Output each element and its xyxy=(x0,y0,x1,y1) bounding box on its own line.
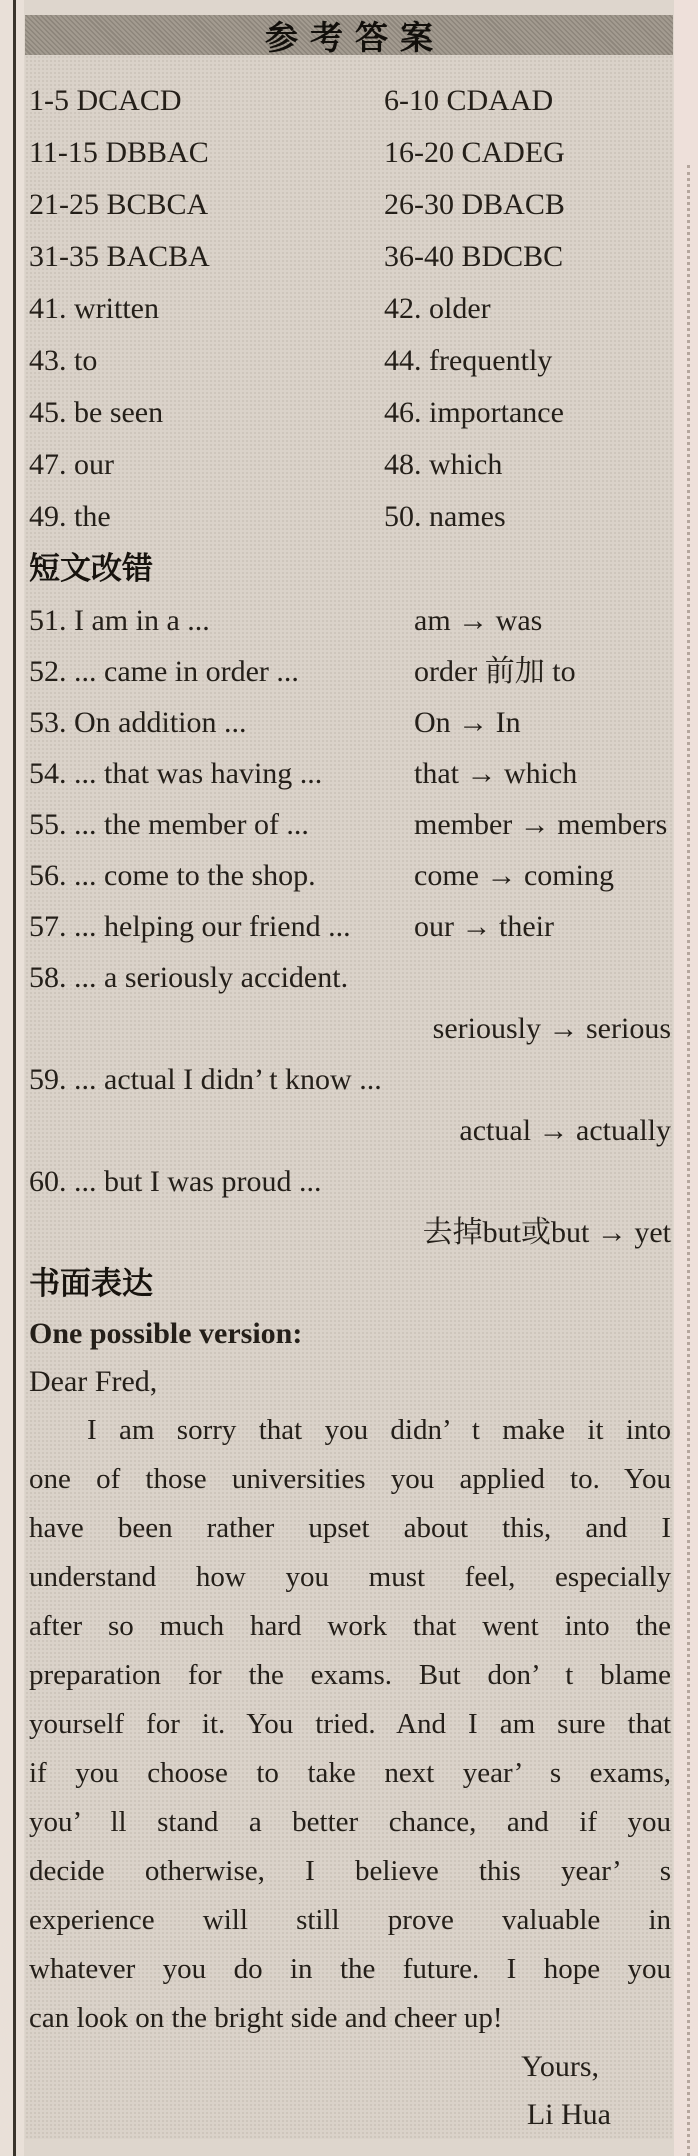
correction-fix: seriously → serious xyxy=(432,1012,671,1045)
correction-row xyxy=(29,595,671,646)
letter-body-line: can look on the bright side and cheer up! xyxy=(29,2002,503,2034)
answer-range-left: 11-15 DBBAC xyxy=(29,136,209,169)
answer-range-right: 42. older xyxy=(384,292,491,325)
correction-row xyxy=(29,748,671,799)
answer-row xyxy=(29,439,671,491)
correction-row xyxy=(29,1207,671,1258)
letter-body xyxy=(29,1406,671,2043)
letter-body-line: one of those universities you applied to. You xyxy=(29,1463,671,1495)
correction-sentence: 60. ... but I was proud ... xyxy=(29,1165,322,1198)
answer-row xyxy=(29,127,671,179)
letter-body-line: if you choose to take next year’ s exams, xyxy=(29,1757,671,1789)
letter-body-line: decide otherwise, I believe this year’ s xyxy=(29,1855,671,1887)
correction-fix: member → members xyxy=(414,808,668,841)
written-expression-heading: 书面表达 xyxy=(29,1266,153,1301)
correction-sentence: 53. On addition ... xyxy=(29,706,247,739)
letter-body-line: after so much hard work that went into the xyxy=(29,1610,671,1642)
letter-signature: Li Hua xyxy=(526,2098,611,2131)
correction-fix: that → which xyxy=(414,757,578,790)
correction-sentence: 55. ... the member of ... xyxy=(29,808,309,841)
correction-sentence: 52. ... came in order ... xyxy=(29,655,299,688)
letter-body-line: preparation for the exams. But don’ t blame xyxy=(29,1659,671,1691)
correction-sentence: 54. ... that was having ... xyxy=(29,757,323,790)
answer-range-right: 16-20 CADEG xyxy=(384,136,565,169)
correction-sentence xyxy=(29,1105,459,1156)
answer-range-right: 46. importance xyxy=(384,396,564,429)
error-correction-list xyxy=(29,595,671,1258)
right-dotted-rule xyxy=(687,165,690,2156)
left-border-rule xyxy=(13,0,16,2156)
correction-sentence xyxy=(29,1207,423,1258)
correction-sentence: 57. ... helping our friend ... xyxy=(29,910,351,943)
correction-fix: come → coming xyxy=(414,859,614,892)
correction-fix: our → their xyxy=(414,910,554,943)
answer-range-left: 21-25 BCBCA xyxy=(29,188,209,221)
letter-body-line: I am sorry that you didn’ t make it into xyxy=(87,1414,671,1446)
answer-row xyxy=(29,283,671,335)
answer-row xyxy=(29,231,671,283)
letter-body-line: experience will still prove valuable in xyxy=(29,1904,671,1936)
answer-range-left: 49. the xyxy=(29,500,111,533)
letter-salutation: Dear Fred, xyxy=(29,1365,158,1398)
answer-range-right: 50. names xyxy=(384,500,506,533)
answer-range-right: 44. frequently xyxy=(384,344,553,377)
correction-row xyxy=(29,646,671,697)
answer-range-left: 31-35 BACBA xyxy=(29,240,210,273)
correction-row xyxy=(29,697,671,748)
letter-body-line: yourself for it. You tried. And I am sure that xyxy=(29,1708,671,1740)
objective-answers-list xyxy=(29,75,671,543)
answer-range-right: 6-10 CDAAD xyxy=(384,84,554,117)
correction-row xyxy=(29,901,671,952)
answer-row xyxy=(29,387,671,439)
correction-sentence: 56. ... come to the shop. xyxy=(29,859,316,892)
correction-row xyxy=(29,850,671,901)
correction-sentence: 59. ... actual I didn’ t know ... xyxy=(29,1063,382,1096)
answer-row xyxy=(29,335,671,387)
page-title: 参考答案 xyxy=(265,18,445,56)
answer-range-left: 47. our xyxy=(29,448,114,481)
answer-key-header-bar xyxy=(25,15,673,55)
answer-row xyxy=(29,179,671,231)
correction-sentence: 58. ... a seriously accident. xyxy=(29,961,349,994)
answer-row xyxy=(29,75,671,127)
correction-fix: 去掉but或but → yet xyxy=(422,1216,671,1249)
correction-fix: On → In xyxy=(414,706,521,739)
correction-fix: actual → actually xyxy=(459,1114,671,1147)
correction-fix: order 前加 to xyxy=(414,655,576,688)
answer-range-right: 48. which xyxy=(384,448,503,481)
version-label: One possible version: xyxy=(29,1317,303,1350)
correction-row xyxy=(29,1054,671,1105)
correction-row xyxy=(29,799,671,850)
answer-row xyxy=(29,491,671,543)
answer-range-left: 41. written xyxy=(29,292,159,325)
correction-fix: am → was xyxy=(414,604,543,637)
letter-body-line: understand how you must feel, especially xyxy=(29,1561,671,1593)
letter-body-line: you’ ll stand a better chance, and if you xyxy=(29,1806,671,1838)
answer-range-right: 26-30 DBACB xyxy=(384,188,565,221)
correction-row xyxy=(29,952,671,1003)
correction-row xyxy=(29,1003,671,1054)
answer-range-left: 45. be seen xyxy=(29,396,164,429)
error-correction-heading: 短文改错 xyxy=(29,551,153,586)
correction-row xyxy=(29,1156,671,1207)
correction-row xyxy=(29,1105,671,1156)
correction-sentence xyxy=(29,1003,433,1054)
answer-range-left: 43. to xyxy=(29,344,98,377)
letter-closing: Yours, xyxy=(521,2050,599,2083)
answer-range-left: 1-5 DCACD xyxy=(29,84,182,117)
letter-body-line: have been rather upset about this, and I xyxy=(29,1512,671,1544)
correction-sentence: 51. I am in a ... xyxy=(29,604,210,637)
letter-body-line: whatever you do in the future. I hope you xyxy=(29,1953,671,1985)
printed-column xyxy=(25,15,673,2139)
answer-range-right: 36-40 BDCBC xyxy=(384,240,564,273)
